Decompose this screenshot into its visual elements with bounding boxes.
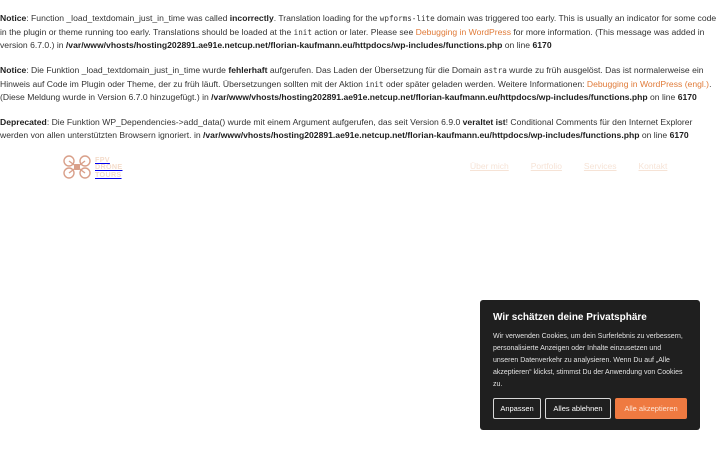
- notice-line: 6170: [532, 40, 552, 50]
- notice-code: init: [293, 27, 312, 37]
- notice-strong: fehlerhaft: [228, 65, 268, 75]
- site-header: [0, 148, 720, 188]
- notice-text: action or later. Please see: [311, 26, 416, 37]
- logo-wordmark: [95, 156, 122, 179]
- php-notices: [0, 12, 720, 154]
- notice-text: . (Diese Meldung wurde in Version 6.7.0 hinzugefügt.) in: [0, 78, 712, 102]
- nav-item-portfolio[interactable]: Portfolio: [530, 161, 562, 171]
- drone-icon: [62, 154, 92, 180]
- notice-path: /var/www/vhosts/hosting202891.ae91e.netcup.net/florian-kaufmann.eu/httpdocs/wp-includes/functions.php: [65, 40, 503, 50]
- notice-text: ! Conditional Comments für den Internet Explorer werden von allen unterstützten Browsern ignoriert. in: [0, 117, 693, 140]
- main-nav: [470, 160, 667, 173]
- notice-code: init: [365, 79, 384, 89]
- notice-text: . Translation loading for the: [273, 13, 380, 23]
- notice-line: 6170: [677, 92, 697, 102]
- notice-text: oder später geladen werden. Weitere Informationen:: [383, 78, 587, 89]
- cookie-consent-banner: [480, 300, 700, 430]
- notice-text: on line: [502, 40, 533, 50]
- notice-label: Notice: [0, 13, 27, 23]
- notice-code: astra: [483, 66, 507, 75]
- notice-path: /var/www/vhosts/hosting202891.ae91e.netcup.net/florian-kaufmann.eu/httpdocs/wp-includes/functions.php: [211, 92, 648, 102]
- nav-item-about[interactable]: Über mich: [470, 161, 509, 171]
- notice-text: : Die Funktion WP_Dependencies->add_data() wurde mit einem Argument aufgerufen, das seit Version 6.9.0: [46, 117, 463, 127]
- site-logo[interactable]: [62, 152, 132, 182]
- notice-path: /var/www/vhosts/hosting202891.ae91e.netcup.net/florian-kaufmann.eu/httpdocs/wp-includes/functions.php: [203, 129, 640, 140]
- notice-text: on line: [639, 129, 670, 140]
- cookie-actions: [493, 398, 687, 419]
- notice-strong: incorrectly: [229, 13, 274, 23]
- notice-text: on line: [647, 92, 678, 102]
- notice-text: wurde zu früh ausgelöst. Das ist normalerweise ein Hinweis auf Code im Plugin oder Theme, der zu früh läuft. Übersetzungen sollten mit der Aktion: [0, 65, 704, 89]
- accept-all-button[interactable]: Alle akzeptieren: [615, 398, 687, 419]
- notice-text: for more information. (This message was added in version 6.7.0.) in: [0, 26, 705, 50]
- notice-label: Notice: [0, 65, 27, 75]
- logo-line: DRONE: [95, 162, 123, 172]
- debugging-link[interactable]: Debugging in WordPress (engl.): [586, 78, 710, 89]
- notice-text: : Function _load_textdomain_just_in_time was called: [26, 13, 230, 23]
- nav-item-services[interactable]: Services: [583, 161, 617, 171]
- debugging-link[interactable]: Debugging in WordPress: [415, 26, 512, 37]
- cookie-description: Wir verwenden Cookies, um dein Surferlebnis zu verbessern, personalisierte Anzeigen oder Inhalte einzusetzen und unseren Datenverkehr zu analysieren. Wenn Du auf „Alle akzeptieren“ klickst, stimmst Du der Anwendung von Cookies zu.: [493, 333, 683, 388]
- notice-label: Deprecated: [0, 117, 47, 127]
- cookie-title: Wir schätzen deine Privatsphäre: [493, 312, 647, 323]
- notice-strong: veraltet ist: [462, 117, 506, 127]
- notice-text: domain was triggered too early. This is usually an indicator for some code in the plugin or theme running too early. Translations should be loaded at the: [0, 13, 717, 37]
- notice-message: [0, 12, 720, 52]
- notice-message: [0, 64, 720, 104]
- logo-line: TOURS: [95, 169, 122, 179]
- reject-all-button[interactable]: Alles ablehnen: [545, 398, 611, 419]
- notice-line: 6170: [669, 129, 689, 140]
- notice-text: aufgerufen. Das Laden der Übersetzung für die Domain: [267, 65, 484, 75]
- deprecated-message: [0, 116, 720, 141]
- customize-button[interactable]: Anpassen: [493, 398, 541, 419]
- logo-line: FPV: [95, 154, 110, 164]
- notice-text: : Die Funktion _load_textdomain_just_in_time wurde: [26, 65, 229, 75]
- nav-item-contact[interactable]: Kontakt: [638, 161, 668, 171]
- notice-code: wpforms-lite: [379, 14, 435, 23]
